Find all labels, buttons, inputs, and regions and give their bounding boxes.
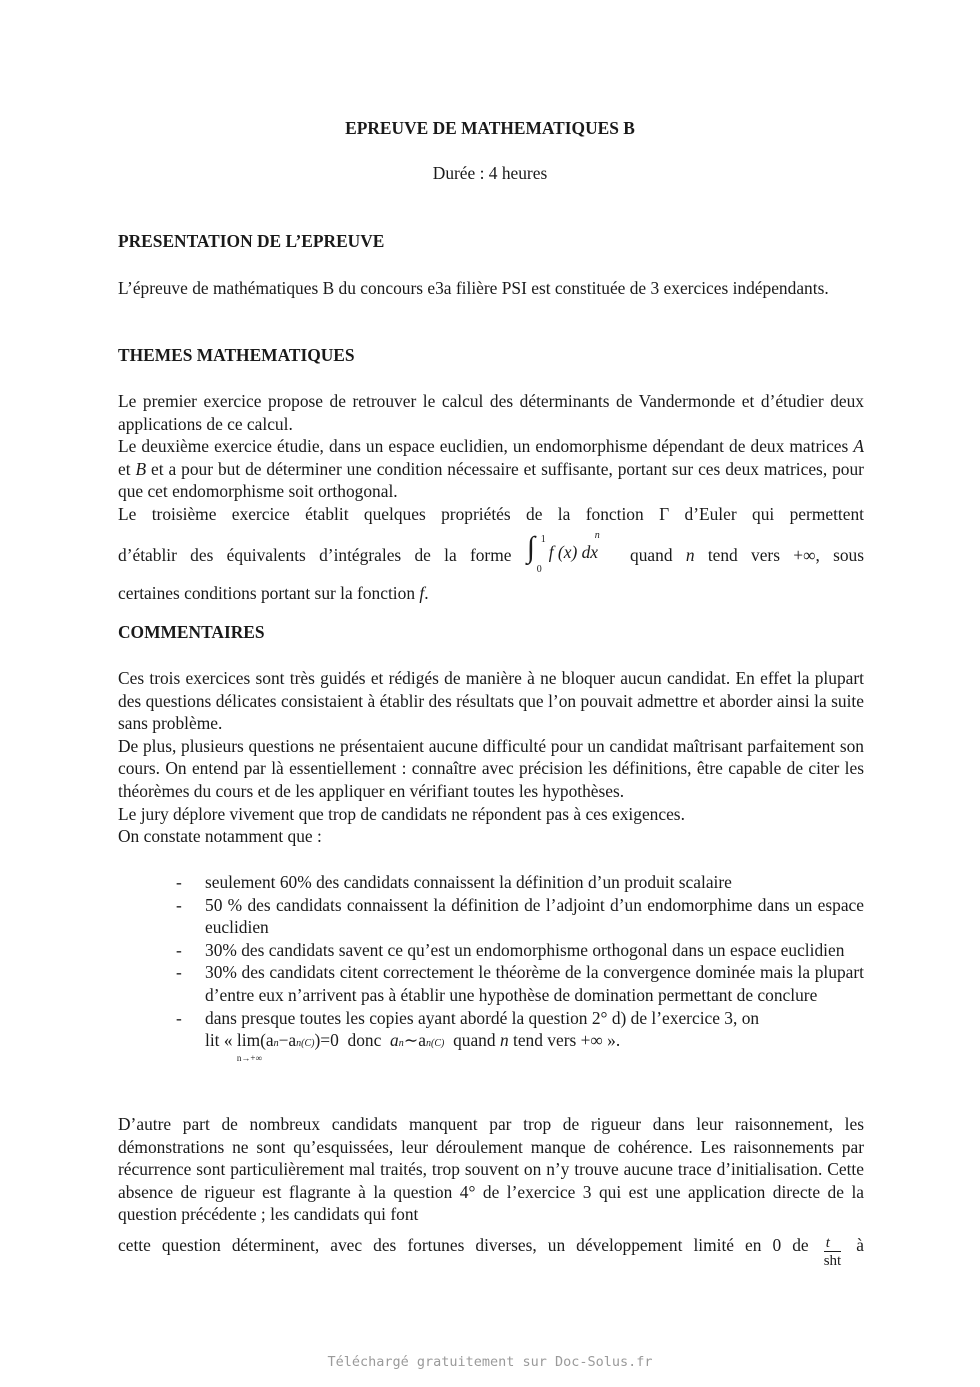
themes-paragraph-3-line-2: d’établir des équivalents d’intégrales de la forme ∫ 1 0 f (x) dx n quand n tend vers +∞, sous — [118, 529, 865, 575]
gamma-symbol: Γ — [659, 503, 670, 524]
comments-text-block — [118, 667, 864, 848]
list-item: - 50 % des candidats connaissent la définition de l’adjoint d’un endomorphime dans un espace euclidien — [176, 894, 864, 938]
duration-text: Durée : 4 heures — [432, 163, 548, 183]
findings-list — [118, 871, 864, 1064]
heading-presentation: PRESENTATION DE L’EPREUVE — [118, 231, 385, 251]
comments-paragraph-6: cette question déterminent, avec des fortunes diverses, un développement limité en 0 de $\frac{t}{\text{sht}}$ à — [118, 1234, 864, 1269]
limit-formula-line: lit « lim n→+∞ (an−an(C))=0 donc an∼an(C) quand n tend vers +∞ ». — [205, 1030, 621, 1064]
themes-paragraph-1: Le premier exercice propose de retrouver le calcul des déterminants de Vandermonde et d’étudier deux applications de ce calcul. — [118, 391, 864, 434]
integral-formula: ∫ 1 0 f (x) dx n — [526, 529, 600, 575]
list-item: - 30% des candidats savent ce qu’est un endomorphisme orthogonal dans un espace euclidien — [176, 939, 845, 960]
matrix-A: A — [853, 436, 864, 457]
comments-continued-block — [118, 1113, 864, 1270]
comments-paragraph-4: On constate notamment que : — [118, 826, 322, 847]
list-item: - dans presque toutes les copies ayant abordé la question 2° d) de l’exercice 3, on lit « lim n→+∞ (an−an(C))=0 donc an∼an(C) quand n tend vers +∞ ». — [118, 1007, 864, 1056]
page-title: EPREUVE DE MATHEMATIQUES B — [345, 118, 635, 138]
list-item: - seulement 60% des candidats connaissent la définition d’un produit scalaire — [176, 872, 732, 892]
presentation-text-block — [118, 277, 864, 300]
themes-paragraph-3-line-3: certaines conditions portant sur la fonction f. — [118, 582, 429, 603]
themes-paragraph-2: Le deuxième exercice étudie, dans un espace euclidien, un endomorphisme dépendant de deux matrices A et B et a pour but de déterminer une condition nécessaire et suffisante, portant sur ces deux matrices, pour que cet endomorphisme soit orthogonal. — [118, 436, 864, 502]
comments-paragraph-5: D’autre part de nombreux candidats manquent par trop de rigueur dans leur raisonnement, les démonstrations ne sont qu’esquissées, leur déroulement manque de cohérence. Les raisonnements par récurrence sont particulièrement mal traités, trop souvent on n’y trouve aucune trace d’initialisation. Cette absence de rigueur est flagrante à la question 4° de l’exercice 3 qui est une application directe de la question précédente ; les candidats qui font — [118, 1114, 864, 1225]
heading-comments: COMMENTAIRES — [118, 622, 265, 642]
themes-paragraph-3-line-1: Le troisième exercice établit quelques propriétés de la fonction Γ d’Euler qui permettent — [118, 503, 864, 524]
comments-paragraph-3: Le jury déplore vivement que trop de candidats ne répondent pas à ces exigences. — [118, 803, 685, 824]
themes-text-block — [118, 390, 864, 604]
footer-watermark: Téléchargé gratuitement sur Doc-Solus.fr — [327, 1354, 653, 1370]
comments-paragraph-2: De plus, plusieurs questions ne présentaient aucune difficulté pour un candidat maîtrisant parfaitement son cours. On entend par là essentiellement : connaître avec précision les définitions, être capable de citer les théorèmes du cours et de les appliquer en vérifiant toutes les hypothèses. — [118, 735, 864, 801]
presentation-paragraph: L’épreuve de mathématiques B du concours e3a filière PSI est constituée de 3 exercices indépendants. — [118, 278, 829, 298]
limit-operator: lim n→+∞ — [236, 1030, 262, 1064]
comments-paragraph-1: Ces trois exercices sont très guidés et rédigés de manière à ne bloquer aucun candidat. En effet la plupart des questions délicates consistaient à établir des résultats que l’on pouvait admettre et aborder ainsi la suite sans problème. — [118, 668, 864, 734]
heading-themes: THEMES MATHEMATIQUES — [118, 345, 355, 365]
list-item: - 30% des candidats citent correctement le théorème de la convergence dominée mais la plupart d’entre eux n’arrivent pas à établir une hypothèse de domination permettant de conclure — [176, 962, 864, 1005]
matrix-B: B — [135, 458, 147, 479]
fraction-t-over-sht: $\frac{t}{\text{sht}}$ — [823, 1234, 842, 1269]
